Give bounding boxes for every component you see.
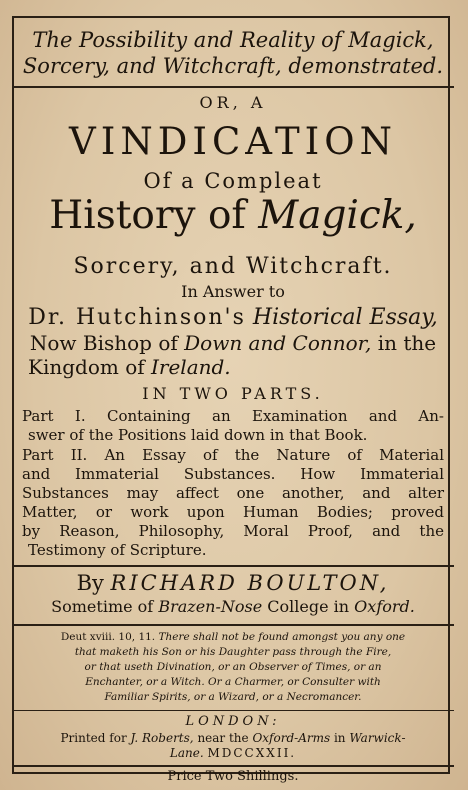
- part-2-line-4: Matter, or work upon Human Bodies; proved: [22, 503, 444, 521]
- or-a: OR, A: [199, 93, 267, 112]
- brazen-nose: Brazen-Nose: [158, 597, 263, 616]
- college-in: College in: [267, 597, 350, 616]
- part-2-line-2: and Immaterial Substances. How Immaterial: [22, 465, 444, 483]
- bishop-line: [22, 333, 444, 353]
- imprint-line-2: [22, 747, 444, 759]
- in-answer-to: In Answer to: [181, 282, 285, 301]
- oxford-arms: Oxford-Arms: [252, 731, 331, 745]
- rule-1: [14, 86, 454, 88]
- oxford: Oxford.: [354, 597, 415, 616]
- scripture-text-1: There shall not be found amongst you any one: [158, 631, 406, 643]
- author-line: [22, 573, 444, 594]
- imprint-line-1: [22, 732, 444, 744]
- rule-3: [14, 624, 454, 626]
- part-2-line-3: Substances may affect one another, and alter: [22, 484, 444, 502]
- sometime-of: Sometime of: [51, 597, 154, 616]
- sometime-line: [22, 599, 444, 615]
- printed-for: Printed for: [60, 731, 127, 745]
- in-word: in: [333, 731, 346, 745]
- vindication: VINDICATION: [68, 120, 397, 163]
- rule-5: [14, 765, 454, 767]
- kingdom-line: [28, 357, 231, 377]
- part-2-line-5: by Reason, Philosophy, Moral Proof, and the: [22, 522, 444, 540]
- in-the: in the: [377, 331, 437, 355]
- lane: Lane.: [169, 746, 204, 760]
- imprint-date: MDCCXXII.: [207, 746, 297, 760]
- printer-name: J. Roberts,: [130, 731, 194, 745]
- in-two-parts: IN TWO PARTS.: [142, 384, 324, 403]
- price: Price Two Shillings.: [167, 769, 299, 784]
- kingdom-of: Kingdom of: [28, 355, 145, 379]
- magick: Magick,: [258, 193, 417, 238]
- scripture-line-1: [22, 632, 444, 643]
- historical-essay: Historical Essay,: [252, 305, 438, 330]
- warwick: Warwick-: [349, 731, 406, 745]
- scripture-line-2: that maketh his Son or his Daughter pass through the Fire,: [74, 646, 392, 658]
- near-the: near the: [197, 731, 249, 745]
- imprint-city: LONDON:: [185, 714, 281, 729]
- part-2-line-6: Testimony of Scripture.: [28, 541, 207, 559]
- bishop-of: Now Bishop of: [29, 331, 178, 355]
- history-of: History of: [49, 193, 246, 238]
- history-of-magick: [22, 193, 444, 238]
- part-1-line-1: Part I. Containing an Examination and An-: [22, 407, 444, 425]
- head-title-line-1: The Possibility and Reality of Magick,: [32, 28, 434, 52]
- sorcery-witchcraft: Sorcery, and Witchcraft.: [73, 254, 393, 279]
- hutchinson-name: Dr. Hutchinson's: [28, 305, 246, 330]
- scripture-ref: Deut xviii. 10, 11.: [60, 631, 156, 643]
- part-1-line-2: swer of the Positions laid down in that Book.: [28, 426, 368, 444]
- down-and-connor: Down and Connor,: [184, 331, 372, 355]
- author-name: RICHARD BOULTON,: [110, 571, 390, 595]
- hutchinson-line: [22, 307, 444, 329]
- head-title-line-2: Sorcery, and Witchcraft, demonstrated.: [22, 54, 444, 78]
- rule-4: [14, 710, 454, 711]
- part-2-line-1: Part II. An Essay of the Nature of Material: [22, 446, 444, 464]
- by: By: [76, 571, 104, 595]
- scripture-line-5: Familiar Spirits, or a Wizard, or a Necromancer.: [104, 691, 362, 703]
- scripture-line-4: Enchanter, or a Witch. Or a Charmer, or Consulter with: [85, 676, 381, 688]
- scripture-line-3: or that useth Divination, or an Observer of Times, or an: [84, 661, 382, 673]
- of-a-compleat: Of a Compleat: [143, 169, 323, 193]
- ireland: Ireland.: [151, 355, 231, 379]
- rule-2: [14, 565, 454, 567]
